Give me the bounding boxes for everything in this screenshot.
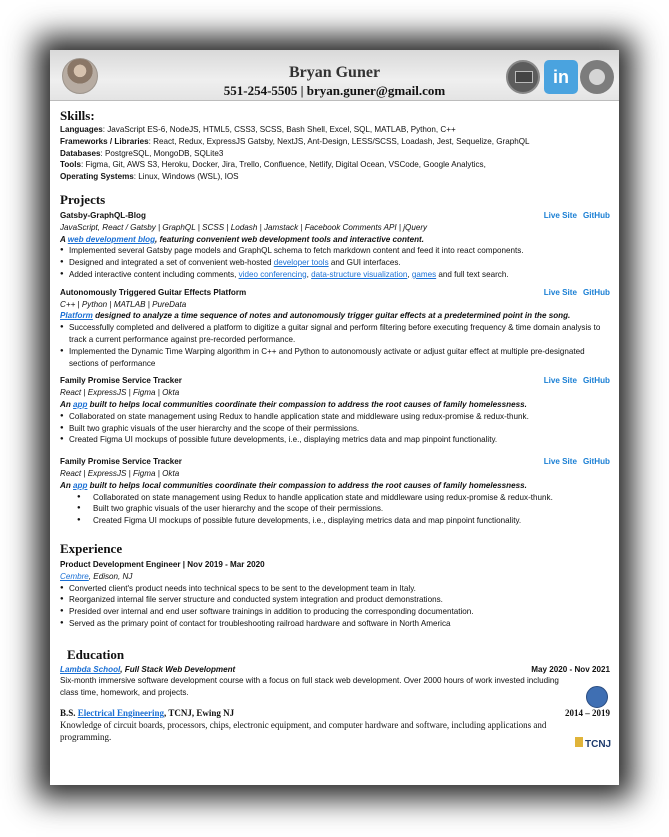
- project-gatsby-blog: [60, 210, 610, 281]
- experience-entry: [60, 559, 610, 630]
- video-conferencing-link[interactable]: video conferencing: [238, 269, 307, 279]
- developer-tools-link[interactable]: developer tools: [273, 258, 329, 268]
- website-icon[interactable]: [506, 60, 540, 94]
- project-stack: C++ | Python | MATLAB | PureData: [60, 299, 187, 309]
- lambda-dates: May 2020 - Nov 2021: [531, 664, 610, 674]
- tcnj-dates: 2014 – 2019: [565, 708, 610, 719]
- skill-row-databases: Databases: PostgreSQL, MongoDB, SQLite3: [60, 148, 224, 158]
- list-item: ● Collaborated on state management using Redux to handle application state and middleware using redux-promise & redux-thunk.: [60, 411, 610, 423]
- github-link[interactable]: GitHub: [583, 376, 610, 386]
- skill-row-languages: Languages: JavaScript ES-6, NodeJS, HTML5, CSS3, SCSS, Bash Shell, Excel, SQL, MATLAB, Python, C++: [60, 125, 456, 134]
- resume-header: [50, 50, 619, 101]
- live-site-link[interactable]: Live Site: [543, 210, 578, 220]
- project-summary: Platform designed to analyze a time sequence of notes and autonomously trigger guitar effects at a predetermined point in the song.: [60, 311, 571, 321]
- github-link[interactable]: GitHub: [583, 287, 610, 297]
- skill-row-os: Operating Systems: Linux, Windows (WSL), IOS: [60, 172, 239, 182]
- project-guitar-effects: [60, 287, 610, 370]
- project-title: Family Promise Service Tracker: [60, 376, 182, 386]
- project-stack: React | ExpressJS | Figma | Okta: [60, 388, 180, 398]
- list-item: ● Converted client's product needs into technical specs to be sent to the development team in Italy.: [60, 583, 610, 595]
- project-stack: JavaScript, React / Gatsby | GraphQL | SCSS | Lodash | Jamstack | Facebook Comments API | jQuery: [60, 222, 428, 232]
- list-item: ● Presided over internal and end user software trainings in addition to producing the corresponding documentation.: [60, 606, 610, 618]
- job-title: Product Development Engineer | Nov 2019 - Mar 2020: [60, 559, 265, 569]
- project-summary: An app built to helps local communities coordinate their compassion to address the root causes of family homelessness.: [60, 480, 527, 490]
- company-link[interactable]: Cembre: [60, 571, 89, 581]
- github-icon[interactable]: [580, 60, 614, 94]
- list-item: ● Built two graphic visuals of the user hierarchy and the scope of their permissions.: [60, 423, 610, 435]
- list-item: ● Built two graphic visuals of the user hierarchy and the scope of their permissions.: [60, 503, 610, 515]
- list-item: ● Implemented several Gatsby page models and GraphQL schema to fetch markdown content and feed it into react components.: [60, 245, 610, 257]
- live-site-link[interactable]: Live Site: [543, 287, 578, 297]
- education-tcnj: B.S. Electrical Engineering, TCNJ, Ewing NJ 2014 – 2019 Knowledge of circuit boards, processors, chips, electronic equipment, and computer hardware and software, including applications and programming.: [60, 708, 610, 742]
- resume-page: [50, 50, 619, 785]
- linkedin-icon[interactable]: in: [544, 60, 578, 94]
- list-item: ● Designed and integrated a set of convenient web-hosted developer tools and GUI interfaces.: [60, 257, 610, 269]
- list-item: ● Created Figma UI mockups of possible future developments, i.e., displaying metrics data and map pinpoint functionality.: [60, 515, 610, 527]
- list-item: ● Served as the primary point of contact for troubleshooting railroad hardware and software in North America: [60, 618, 610, 630]
- github-link[interactable]: GitHub: [583, 210, 610, 220]
- project-family-promise: [60, 375, 610, 446]
- projects-heading: Projects: [60, 191, 106, 207]
- lambda-seal-icon: [586, 686, 608, 708]
- project-family-promise-2: [60, 456, 610, 527]
- games-link[interactable]: games: [411, 269, 437, 279]
- skills-list: [60, 124, 610, 183]
- app-link[interactable]: app: [73, 480, 88, 490]
- education-heading: Education: [67, 646, 125, 662]
- app-link[interactable]: app: [73, 399, 88, 409]
- live-site-link[interactable]: Live Site: [543, 376, 578, 386]
- project-summary: A web development blog, featuring convenient web development tools and interactive content.: [60, 234, 424, 244]
- list-item: ● Implemented the Dynamic Time Warping algorithm in C++ and Python to autonomously activate or adjust guitar effect at multiple pre-designated sections of performance: [60, 346, 610, 370]
- tcnj-description: Knowledge of circuit boards, processors, chips, electronic equipment, and computer hardware and software, including applications and programming.: [60, 719, 547, 742]
- project-bullets: [60, 245, 610, 280]
- list-item: ● Added interactive content including comments, video conferencing, data-structure visualization, games and full text search.: [60, 269, 610, 281]
- list-item: ● Reorganized internal file server structure and conducted system integration and product demonstrations.: [60, 594, 610, 606]
- live-site-link[interactable]: Live Site: [543, 457, 578, 467]
- project-stack: React | ExpressJS | Figma | Okta: [60, 468, 180, 478]
- list-item: ● Created Figma UI mockups of possible future developments, i.e., displaying metrics data and map pinpoint functionality.: [60, 434, 610, 446]
- resume-content: [60, 108, 610, 743]
- github-link[interactable]: GitHub: [583, 457, 610, 467]
- person-name: Bryan Guner: [288, 64, 381, 81]
- project-bullets: [60, 411, 610, 446]
- list-item: ● Successfully completed and delivered a platform to digitize a guitar signal and perform filtering before executing frequency & time domain analysis to track a current performance against pre-recorded performance.: [60, 322, 610, 346]
- blog-link[interactable]: web development blog: [67, 234, 156, 244]
- company-line: Cembre, Edison, NJ: [60, 571, 133, 581]
- project-title: Gatsby-GraphQL-Blog: [60, 210, 146, 220]
- project-title: Autonomously Triggered Guitar Effects Platform: [60, 287, 247, 297]
- project-bullets: [60, 492, 610, 527]
- contact-info: 551-254-5505 | bryan.guner@gmail.com: [223, 83, 446, 98]
- experience-bullets: [60, 583, 610, 630]
- electrical-engineering-link[interactable]: Electrical Engineering: [77, 708, 164, 719]
- tcnj-shield-icon: [575, 737, 583, 747]
- education-lambda: Lambda School, Full Stack Web Development May 2020 - Nov 2021 Six-month immersive software development course with a focus on full stack web development. Over 2000 hours of work invested including class time, homework, and projects.: [60, 664, 610, 698]
- ds-visualization-link[interactable]: data-structure visualization: [311, 269, 408, 279]
- project-title: Family Promise Service Tracker: [60, 457, 182, 467]
- skill-row-frameworks: Frameworks / Libraries: React, Redux, ExpressJS Gatsby, NextJS, Ant-Design, LESS/SCSS, Loadash, Jest, Sequelize, GraphQL: [60, 136, 530, 146]
- skill-row-tools: Tools: Figma, Git, AWS S3, Heroku, Docker, Jira, Trello, Confluence, Netlify, Digital Ocean, VSCode, Google Analytics,: [60, 160, 486, 170]
- list-item: ● Collaborated on state management using Redux to handle application state and middleware using redux-promise & redux-thunk.: [60, 492, 610, 504]
- lambda-description: Six-month immersive software development course with a focus on full stack web development. Over 2000 hours of work invested including class time, homework, and projects.: [60, 676, 559, 698]
- skills-heading: Skills:: [60, 108, 95, 123]
- lambda-school-link[interactable]: Lambda School: [60, 664, 121, 674]
- project-bullets: [60, 322, 610, 369]
- tcnj-logo: TCNJ: [575, 737, 611, 750]
- experience-heading: Experience: [60, 540, 123, 556]
- project-summary: An app built to helps local communities coordinate their compassion to address the root causes of family homelessness.: [60, 399, 527, 409]
- platform-link[interactable]: Platform: [60, 311, 93, 321]
